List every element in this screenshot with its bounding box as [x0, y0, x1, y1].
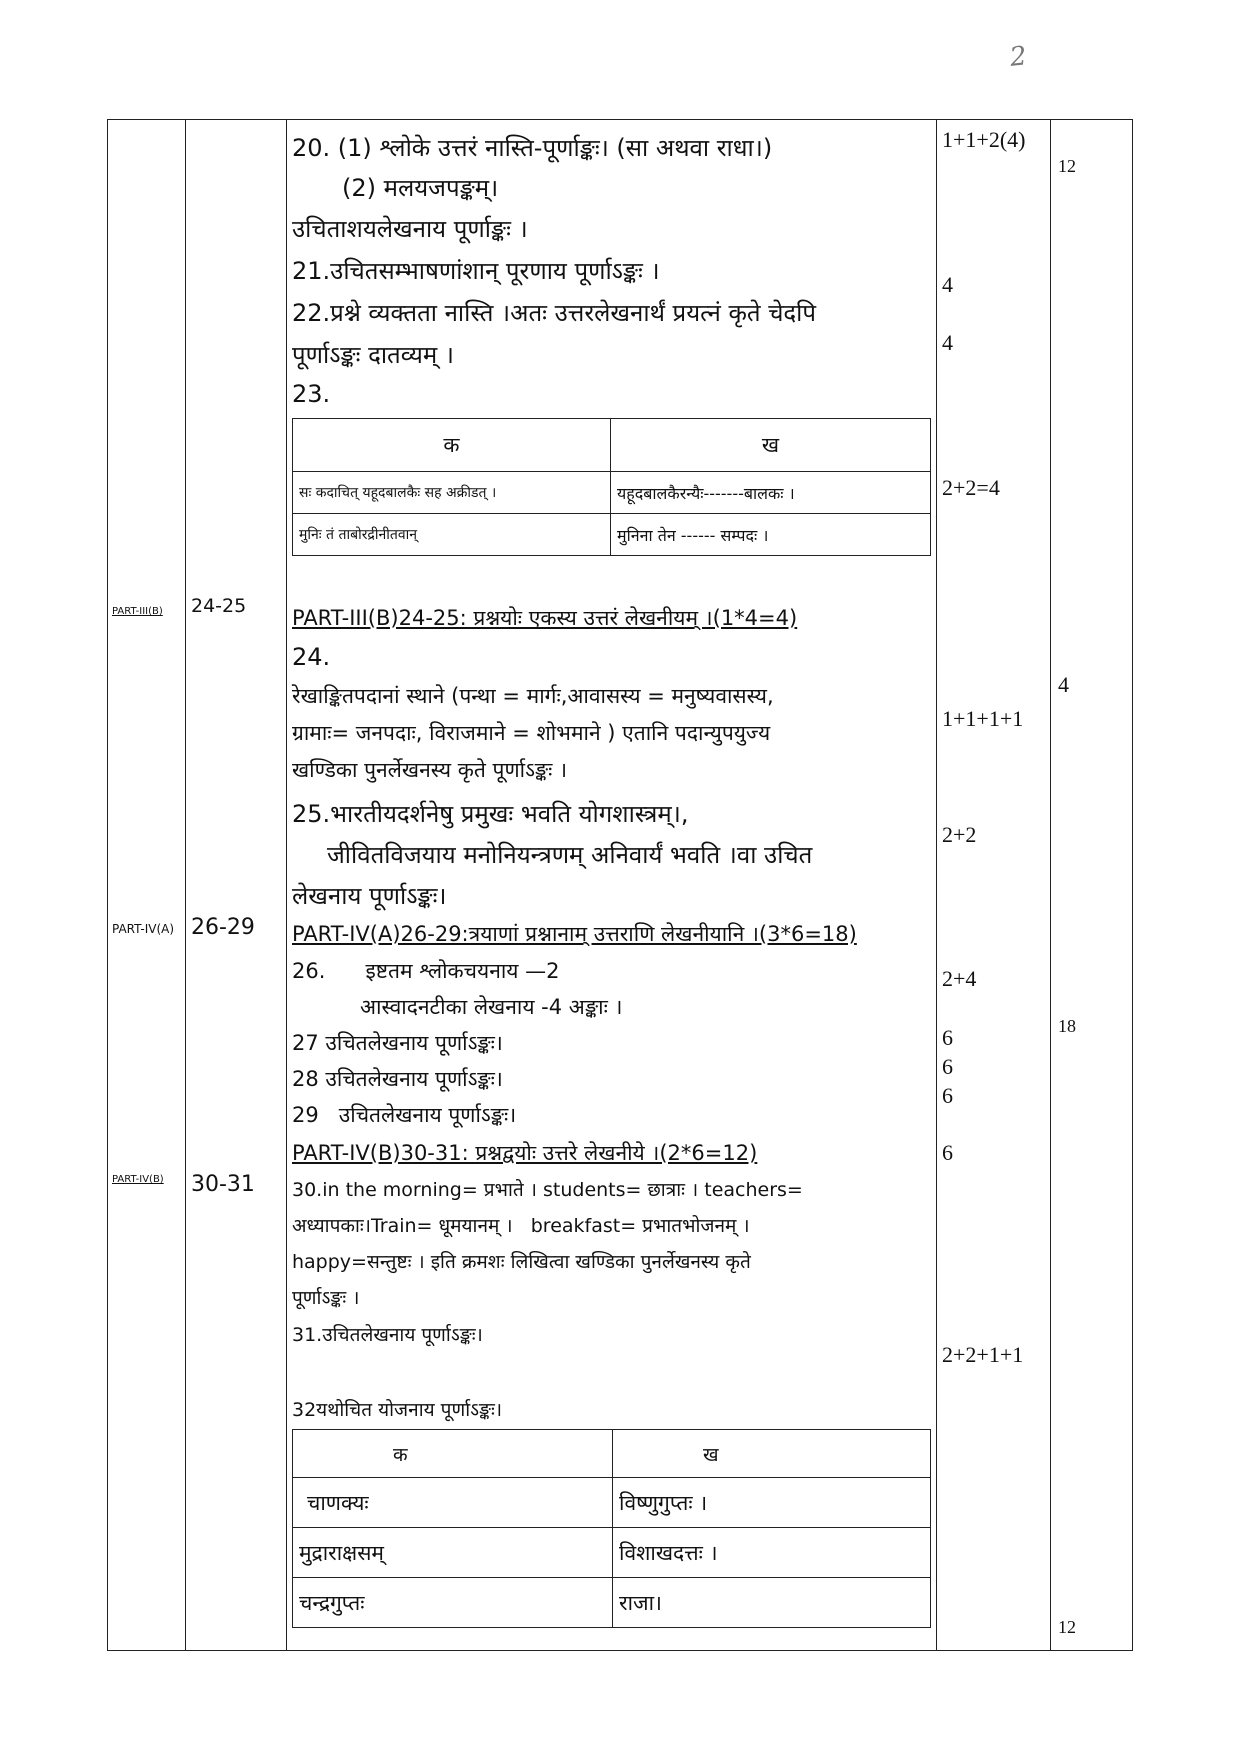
- answer-line: 21.उचितसम्भाषणांशान् पूरणाय पूर्णाऽङ्कः ।: [292, 257, 660, 285]
- table-cell: विष्णुगुप्तः ।: [613, 1478, 931, 1528]
- answer-line: 25.भारतीयदर्शनेषु प्रमुखः भवति योगशास्त्रम्।,: [292, 800, 689, 828]
- table-header: क: [293, 1430, 613, 1478]
- marks-breakdown: 6: [942, 1083, 953, 1108]
- marks-breakdown: 6: [942, 1054, 953, 1079]
- answer-line: पूर्णाऽङ्कः दातव्यम् ।: [292, 341, 454, 369]
- marks-breakdown: 4: [942, 330, 953, 355]
- answer-line: happy=सन्तुष्टः । इति क्रमशः लिखित्वा खण्डिका पुनर्लेखनस्य कृते: [292, 1251, 751, 1273]
- column-divider: [286, 119, 287, 1651]
- marks-breakdown: 6: [942, 1140, 953, 1165]
- answer-line: रेखाङ्कितपदानां स्थाने (पन्था = मार्गः,आवासस्य = मनुष्यवासस्य,: [292, 684, 774, 708]
- answer-line: (2) मलयजपङ्कम्।: [342, 174, 499, 202]
- marks-breakdown: 2+2: [942, 822, 977, 847]
- answer-key-table: [107, 119, 1133, 1651]
- marks-breakdown: 2+4: [942, 966, 977, 991]
- answer-line: जीवितविजयाय मनोनियन्त्रणम् अनिवार्यं भवति ।वा उचित: [327, 841, 813, 869]
- matching-table-23: [292, 418, 931, 556]
- table-header: क: [293, 419, 611, 472]
- answer-line: 26. इष्टतम श्लोकचयनाय —2: [292, 959, 560, 983]
- table-cell: राजा।: [613, 1578, 931, 1628]
- answer-line: ग्रामाः= जनपदाः, विराजमाने = शोभमाने ) एतानि पदान्युपयुज्य: [292, 721, 771, 745]
- marks-breakdown: 4: [942, 272, 953, 297]
- table-cell: मुनिना तेन ------ सम्पदः ।: [611, 514, 931, 556]
- section-heading: PART-IV(A)26-29:त्रयाणां प्रश्नानाम् उत्तराणि लेखनीयानि ।(3*6=18): [292, 922, 857, 946]
- answer-line: 28 उचितलेखनाय पूर्णाऽङ्कः।: [292, 1067, 503, 1091]
- question-range: 24-25: [191, 595, 247, 617]
- section-total: 18: [1058, 1016, 1076, 1036]
- marks-breakdown: 1+1+2(4): [942, 127, 1026, 152]
- marks-breakdown: 6: [942, 1025, 953, 1050]
- answer-line: खण्डिका पुनर्लेखनस्य कृते पूर्णाऽङ्कः ।: [292, 758, 568, 782]
- answer-line: 24.: [292, 643, 331, 671]
- table-header: ख: [613, 1430, 931, 1478]
- section-heading: PART-IV(B)30-31: प्रश्नद्वयोः उत्तरे लेखनीये ।(2*6=12): [292, 1141, 758, 1165]
- table-cell: चाणक्यः: [293, 1478, 613, 1528]
- answer-line: 20. (1) श्लोके उत्तरं नास्ति-पूर्णाङ्कः। (सा अथवा राधा।): [292, 134, 773, 162]
- matching-table-32: [292, 1429, 931, 1628]
- table-cell: मुनिः तं ताबोरद्रीनीतवान्: [293, 514, 611, 556]
- section-heading: PART-III(B)24-25: प्रश्नयोः एकस्य उत्तरं लेखनीयम् ।(1*4=4): [292, 606, 798, 630]
- answer-line: 31.उचितलेखनाय पूर्णाऽङ्कः।: [292, 1324, 483, 1346]
- table-cell: विशाखदत्तः ।: [613, 1528, 931, 1578]
- marks-breakdown: 1+1+1+1: [942, 706, 1024, 731]
- answer-line: आस्वादनटीका लेखनाय -4 अङ्काः ।: [360, 995, 623, 1019]
- marks-breakdown: 2+2=4: [942, 475, 1000, 500]
- section-total: 12: [1058, 156, 1076, 176]
- question-range: 30-31: [191, 1172, 255, 1197]
- section-total: 4: [1058, 672, 1069, 697]
- column-divider: [936, 119, 937, 1651]
- column-divider: [1050, 119, 1051, 1651]
- answer-line: 29 उचितलेखनाय पूर्णाऽङ्कः।: [292, 1103, 517, 1127]
- table-cell: चन्द्रगुप्तः: [293, 1578, 613, 1628]
- part-label: PART-III(B): [112, 606, 163, 617]
- page-number: 2: [1008, 41, 1029, 73]
- question-range: 26-29: [191, 915, 255, 940]
- answer-line: 27 उचितलेखनाय पूर्णाऽङ्कः।: [292, 1031, 503, 1055]
- answer-line: 32यथोचित योजनाय पूर्णाऽङ्कः।: [292, 1399, 503, 1421]
- part-label: PART-IV(A): [112, 922, 175, 936]
- section-total: 12: [1058, 1617, 1076, 1637]
- table-cell: यहूदबालकैरन्यैः-------बालकः ।: [611, 472, 931, 514]
- answer-line: लेखनाय पूर्णाऽङ्कः।: [292, 882, 447, 910]
- answer-line: पूर्णाऽङ्कः ।: [292, 1287, 360, 1309]
- column-divider: [185, 119, 186, 1651]
- table-cell: मुद्राराक्षसम्: [293, 1528, 613, 1578]
- answer-line: 22.प्रश्ने व्यक्तता नास्ति ।अतः उत्तरलेखनार्थं प्रयत्नं कृते चेदपि: [292, 299, 817, 327]
- answer-line: 23.: [292, 380, 331, 408]
- table-cell: सः कदाचित् यहूदबालकैः सह अक्रीडत् ।: [293, 472, 611, 514]
- table-header: ख: [611, 419, 931, 472]
- answer-line: 30.in the morning= प्रभाते । students= छात्राः । teachers=: [292, 1179, 803, 1201]
- part-label: PART-IV(B): [112, 1174, 164, 1185]
- marks-breakdown: 2+2+1+1: [942, 1342, 1024, 1367]
- answer-line: उचिताशयलेखनाय पूर्णाङ्कः ।: [292, 215, 528, 243]
- answer-line: अध्यापकाः।Train= धूमयानम् । breakfast= प्रभातभोजनम् ।: [292, 1215, 750, 1237]
